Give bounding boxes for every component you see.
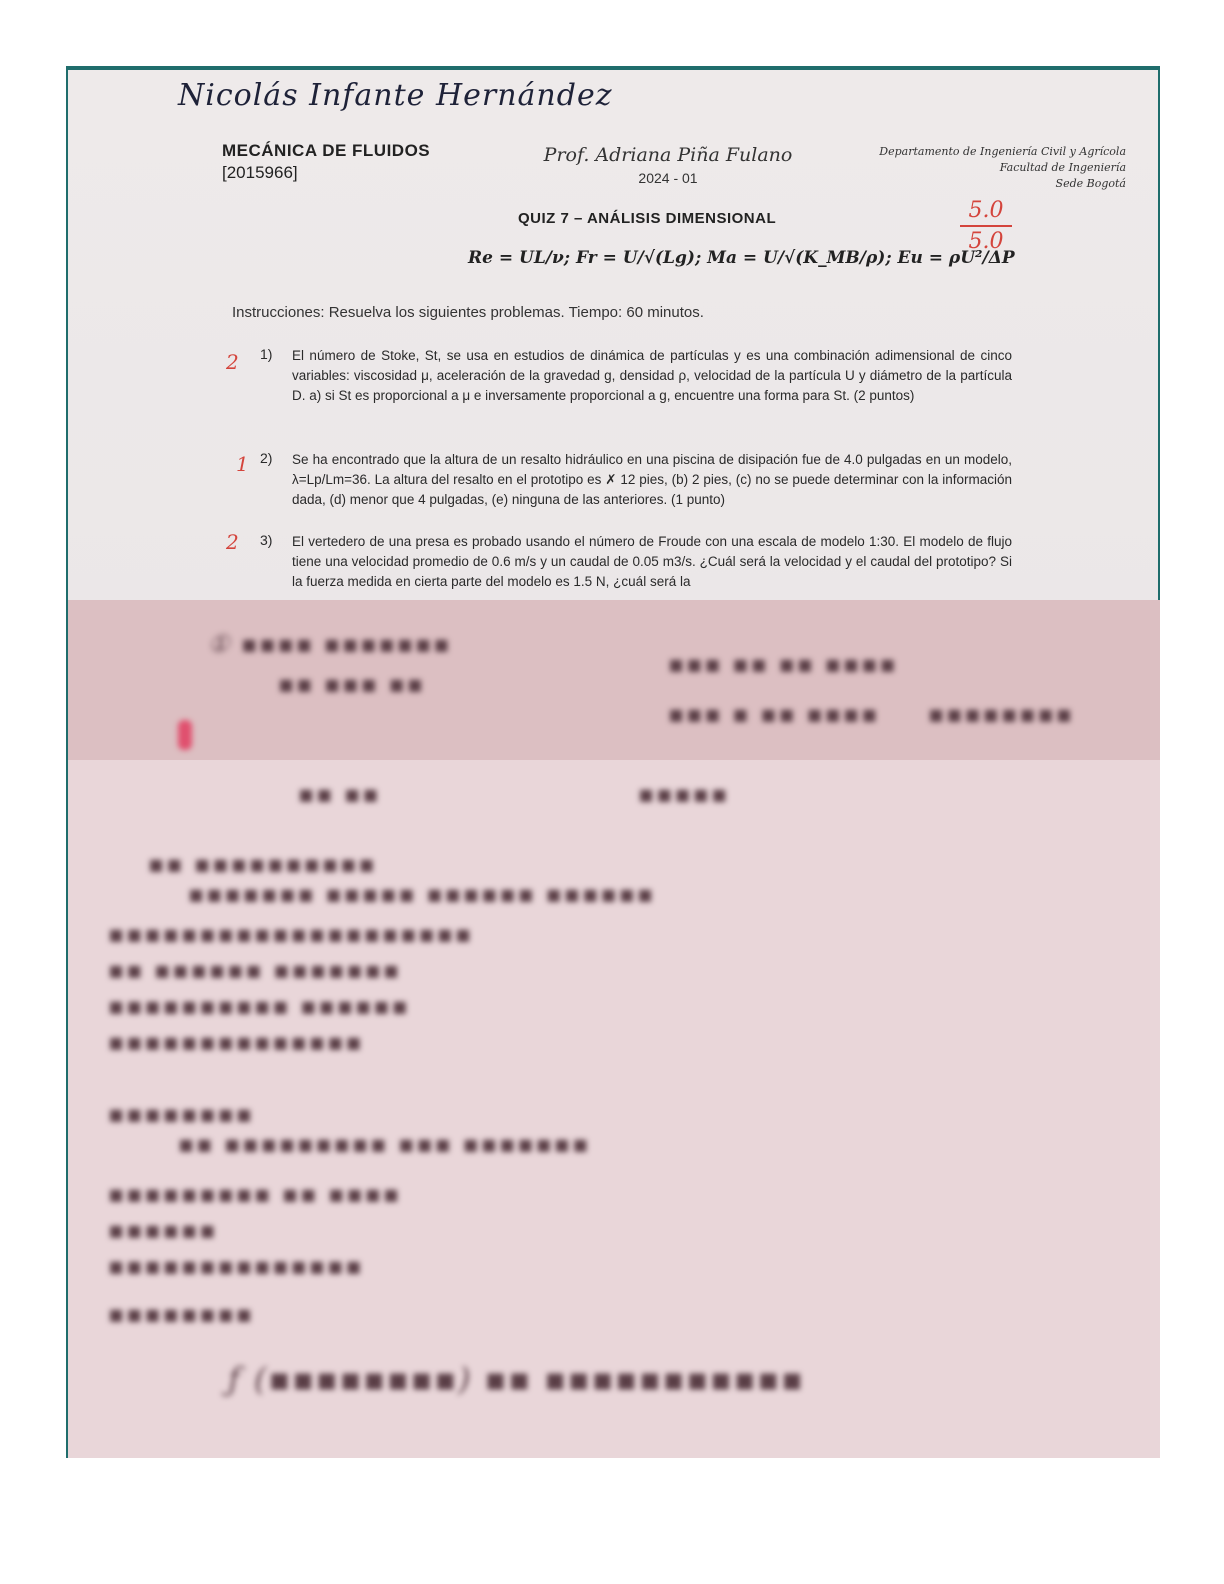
question-3-text: El vertedero de una presa es probado usando el número de Froude con una escala de modelo 1:30. El modelo de flujo tiene una velocidad promedio de 0.6 m/s y un caudal de 0.05 m3/s. ¿Cuál será la velocidad y el caudal del prototipo? Si la fuerza medida en cierta parte del modelo es 1.5 N, ¿cuál será la	[292, 534, 1012, 589]
question-3-grade: 2	[226, 530, 239, 554]
department-block	[879, 144, 1126, 192]
score-total: 5.0	[968, 229, 1004, 254]
professor-block	[508, 144, 828, 186]
photo-background	[66, 66, 1160, 1458]
question-1-grade: 2	[226, 350, 239, 374]
dimensionless-formulas: Re = UL/ν; Fr = U/√(Lg); Ma = U/√(K_MB/ρ); Eu = ρU²/ΔP	[468, 248, 1015, 268]
question-2-text: Se ha encontrado que la altura de un resalto hidráulico en una piscina de disipación fue de 4.0 pulgadas en un modelo, λ=Lp/Lm=36. La altura del resalto en el prototipo es ✗ 12 pies, (b) 2 pies, (c) no se puede determinar con la información dada, (d) menor que 4 pulgadas, (e) ninguna de las anteriores. (1 punto)	[292, 452, 1012, 507]
course-block	[222, 140, 430, 184]
question-3-number: 3)	[260, 532, 273, 548]
red-mark	[178, 720, 192, 750]
quiz-title: QUIZ 7 – ANÁLISIS DIMENSIONAL	[518, 210, 777, 227]
instructions: Instrucciones: Resuelva los siguientes problemas. Tiempo: 60 minutos.	[232, 304, 704, 321]
question-2-grade: 1	[236, 452, 249, 476]
question-1-text: El número de Stoke, St, se usa en estudios de dinámica de partículas y es una combinación adimensional de cinco variables: viscosidad μ, aceleración de la gravedad g, densidad ρ, velocidad de la partícula U y diámetro de la partícula D. a) si St es proporcional a μ e inversamente proporcional a g, encuentre una forma para St. (2 puntos)	[292, 348, 1012, 403]
score-divider	[960, 225, 1012, 227]
faculty: Facultad de Ingeniería	[999, 161, 1126, 174]
professor-name: Prof. Adriana Piña Fulano	[543, 144, 793, 166]
student-name-handwritten: Nicolás Infante Hernández	[178, 78, 613, 113]
question-2-number: 2)	[260, 450, 273, 466]
blurred-handwritten-answers	[68, 600, 1160, 1458]
quiz-sheet	[68, 70, 1158, 1454]
department: Departamento de Ingeniería Civil y Agrícola	[879, 145, 1126, 158]
question-1-number: 1)	[260, 346, 273, 362]
campus: Sede Bogotá	[1055, 177, 1126, 190]
semester: 2024 - 01	[638, 170, 698, 186]
course-title: MECÁNICA DE FLUIDOS	[222, 141, 431, 160]
blurred-content: ① ▪▪▪▪ ▪▪▪▪▪▪▪ ▪▪ ▪▪▪ ▪▪ ▪▪▪ ▪▪ ▪▪ ▪▪▪▪ ▪▪▪ ▪ ▪▪ ▪▪▪▪ ▪▪▪▪▪▪▪▪ ▪▪ ▪▪ ▪▪▪▪▪ ▪▪ ▪▪▪▪▪▪▪▪▪▪ ▪▪▪▪▪▪▪ ▪▪▪▪▪ ▪▪▪▪▪▪ ▪▪▪▪▪▪ ▪▪▪▪▪▪▪▪▪▪▪▪▪▪▪▪▪▪▪▪ ▪▪ ▪▪▪▪▪▪ ▪▪▪▪▪▪▪ ▪▪▪▪▪▪▪▪▪▪ ▪▪▪▪▪▪ ▪▪▪▪▪▪▪▪▪▪▪▪▪▪ ▪▪▪▪▪▪▪▪ ▪▪ ▪▪▪▪▪▪▪▪▪ ▪▪▪ ▪▪▪▪▪▪▪ ▪▪▪▪▪▪▪▪▪ ▪▪ ▪▪▪▪ ▪▪▪▪▪▪ ▪▪▪▪▪▪▪▪▪▪▪▪▪▪ ▪▪▪▪▪▪▪▪ ƒ (▪▪▪▪▪▪▪▪) ▪▪ ▪▪▪▪▪▪▪▪▪▪▪	[108, 630, 1075, 1398]
score-mark	[956, 198, 1016, 254]
score-earned: 5.0	[968, 198, 1004, 223]
course-code: [2015966]	[222, 163, 298, 182]
